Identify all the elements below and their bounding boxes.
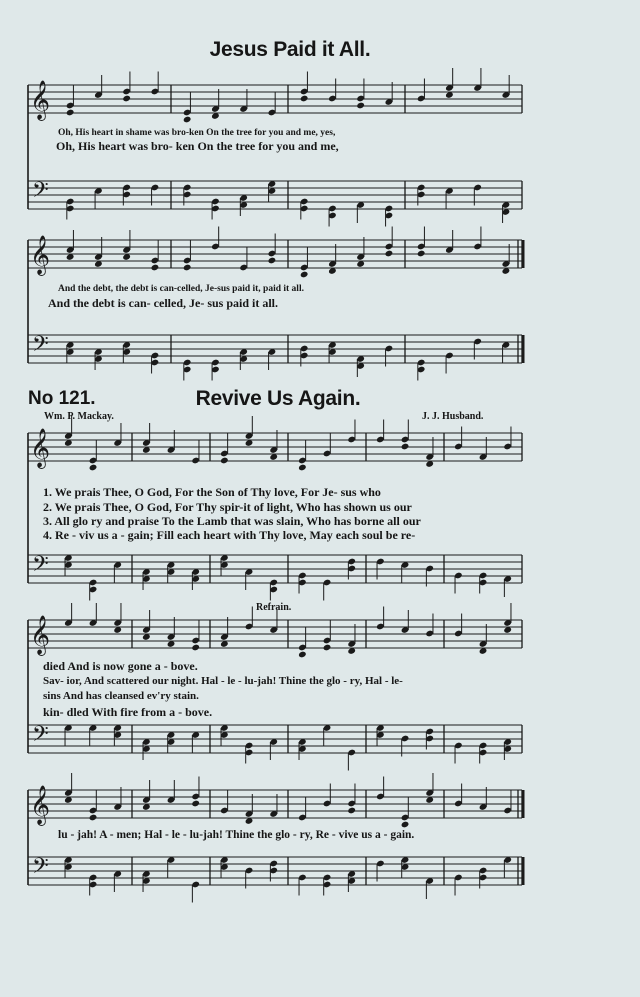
treble-clef: 𝄞 — [30, 785, 51, 825]
note-head — [66, 109, 75, 117]
note-head — [191, 800, 200, 808]
lyrics-line-upper: Oh, His heart in shame was bro-ken On the tree for you and me, yes, — [58, 128, 336, 138]
note-head — [298, 464, 307, 472]
treble-clef: 𝄞 — [30, 615, 51, 655]
refrain-lyrics-line: lu - jah! A - men; Hal - le - lu-jah! Thine the glo - ry, Re - vive us a - gain. — [58, 829, 415, 841]
note-head — [122, 95, 131, 103]
bass-clef: 𝄢 — [32, 722, 49, 752]
note-head — [347, 807, 356, 815]
lyrics-line-upper: And the debt, the debt is can-celled, Je-sus paid it, paid it all. — [58, 284, 304, 294]
note-head — [300, 271, 309, 279]
note-head — [191, 644, 200, 652]
treble-clef: 𝄞 — [30, 80, 51, 120]
lyrics-line-lower: Oh, His heart was bro- ken On the tree for you and me, — [56, 139, 339, 153]
bass-clef: 𝄢 — [32, 552, 49, 582]
hymn-number: No 121. — [28, 388, 96, 409]
verse-line-1-cont: died And is now gone a - bove. — [43, 659, 198, 673]
note-head — [417, 250, 426, 258]
note-head — [89, 814, 98, 822]
bass-clef: 𝄢 — [32, 332, 49, 362]
note-head — [151, 264, 160, 272]
treble-clef: 𝄞 — [30, 428, 51, 468]
note-head — [401, 821, 410, 829]
verse-line-1: 1. We prais Thee, O God, For the Son of Thy love, For Je- sus who — [43, 485, 381, 499]
verse-line-2: 2. We prais Thee, O God, For Thy spir-it of light, Who has shown us our — [43, 500, 412, 514]
note-head — [356, 102, 365, 110]
song-title-revive-us-again: Revive Us Again. — [195, 387, 361, 410]
note-head — [220, 457, 229, 465]
bass-clef: 𝄢 — [32, 854, 49, 884]
note-head — [323, 644, 332, 652]
verse-line-4: 4. Re - viv us a - gain; Fill each heart with Thy love, May each soul be re- — [43, 528, 416, 542]
bass-clef: 𝄢 — [32, 178, 49, 208]
song-title-jesus-paid-it-all: Jesus Paid it All. — [209, 38, 371, 61]
note-head — [298, 651, 307, 659]
note-head — [268, 257, 277, 265]
treble-clef: 𝄞 — [30, 235, 51, 275]
verse-line-2-cont: Sav- ior, And scattered our night. Hal - le - lu-jah! Thine the glo - ry, Hal - le- — [43, 675, 403, 687]
verse-line-4-cont: kin- dled With fire from a - bove. — [43, 705, 213, 719]
refrain-label: Refrain. — [256, 602, 292, 613]
composer-credit: J. J. Husband. — [422, 411, 484, 422]
note-head — [300, 95, 309, 103]
note-head — [183, 116, 192, 124]
lyricist-credit: Wm. P. Mackay. — [44, 411, 114, 422]
note-head — [385, 250, 394, 258]
note-head — [183, 264, 192, 272]
verse-line-3: 3. All glo ry and praise To the Lamb that was slain, Who has borne all our — [43, 514, 421, 528]
note-head — [401, 443, 410, 451]
note-head — [89, 464, 98, 472]
lyrics-line-lower: And the debt is can- celled, Je- sus paid it all. — [48, 296, 279, 310]
verse-line-3-cont: sins And has cleansed ev'ry stain. — [43, 690, 199, 702]
